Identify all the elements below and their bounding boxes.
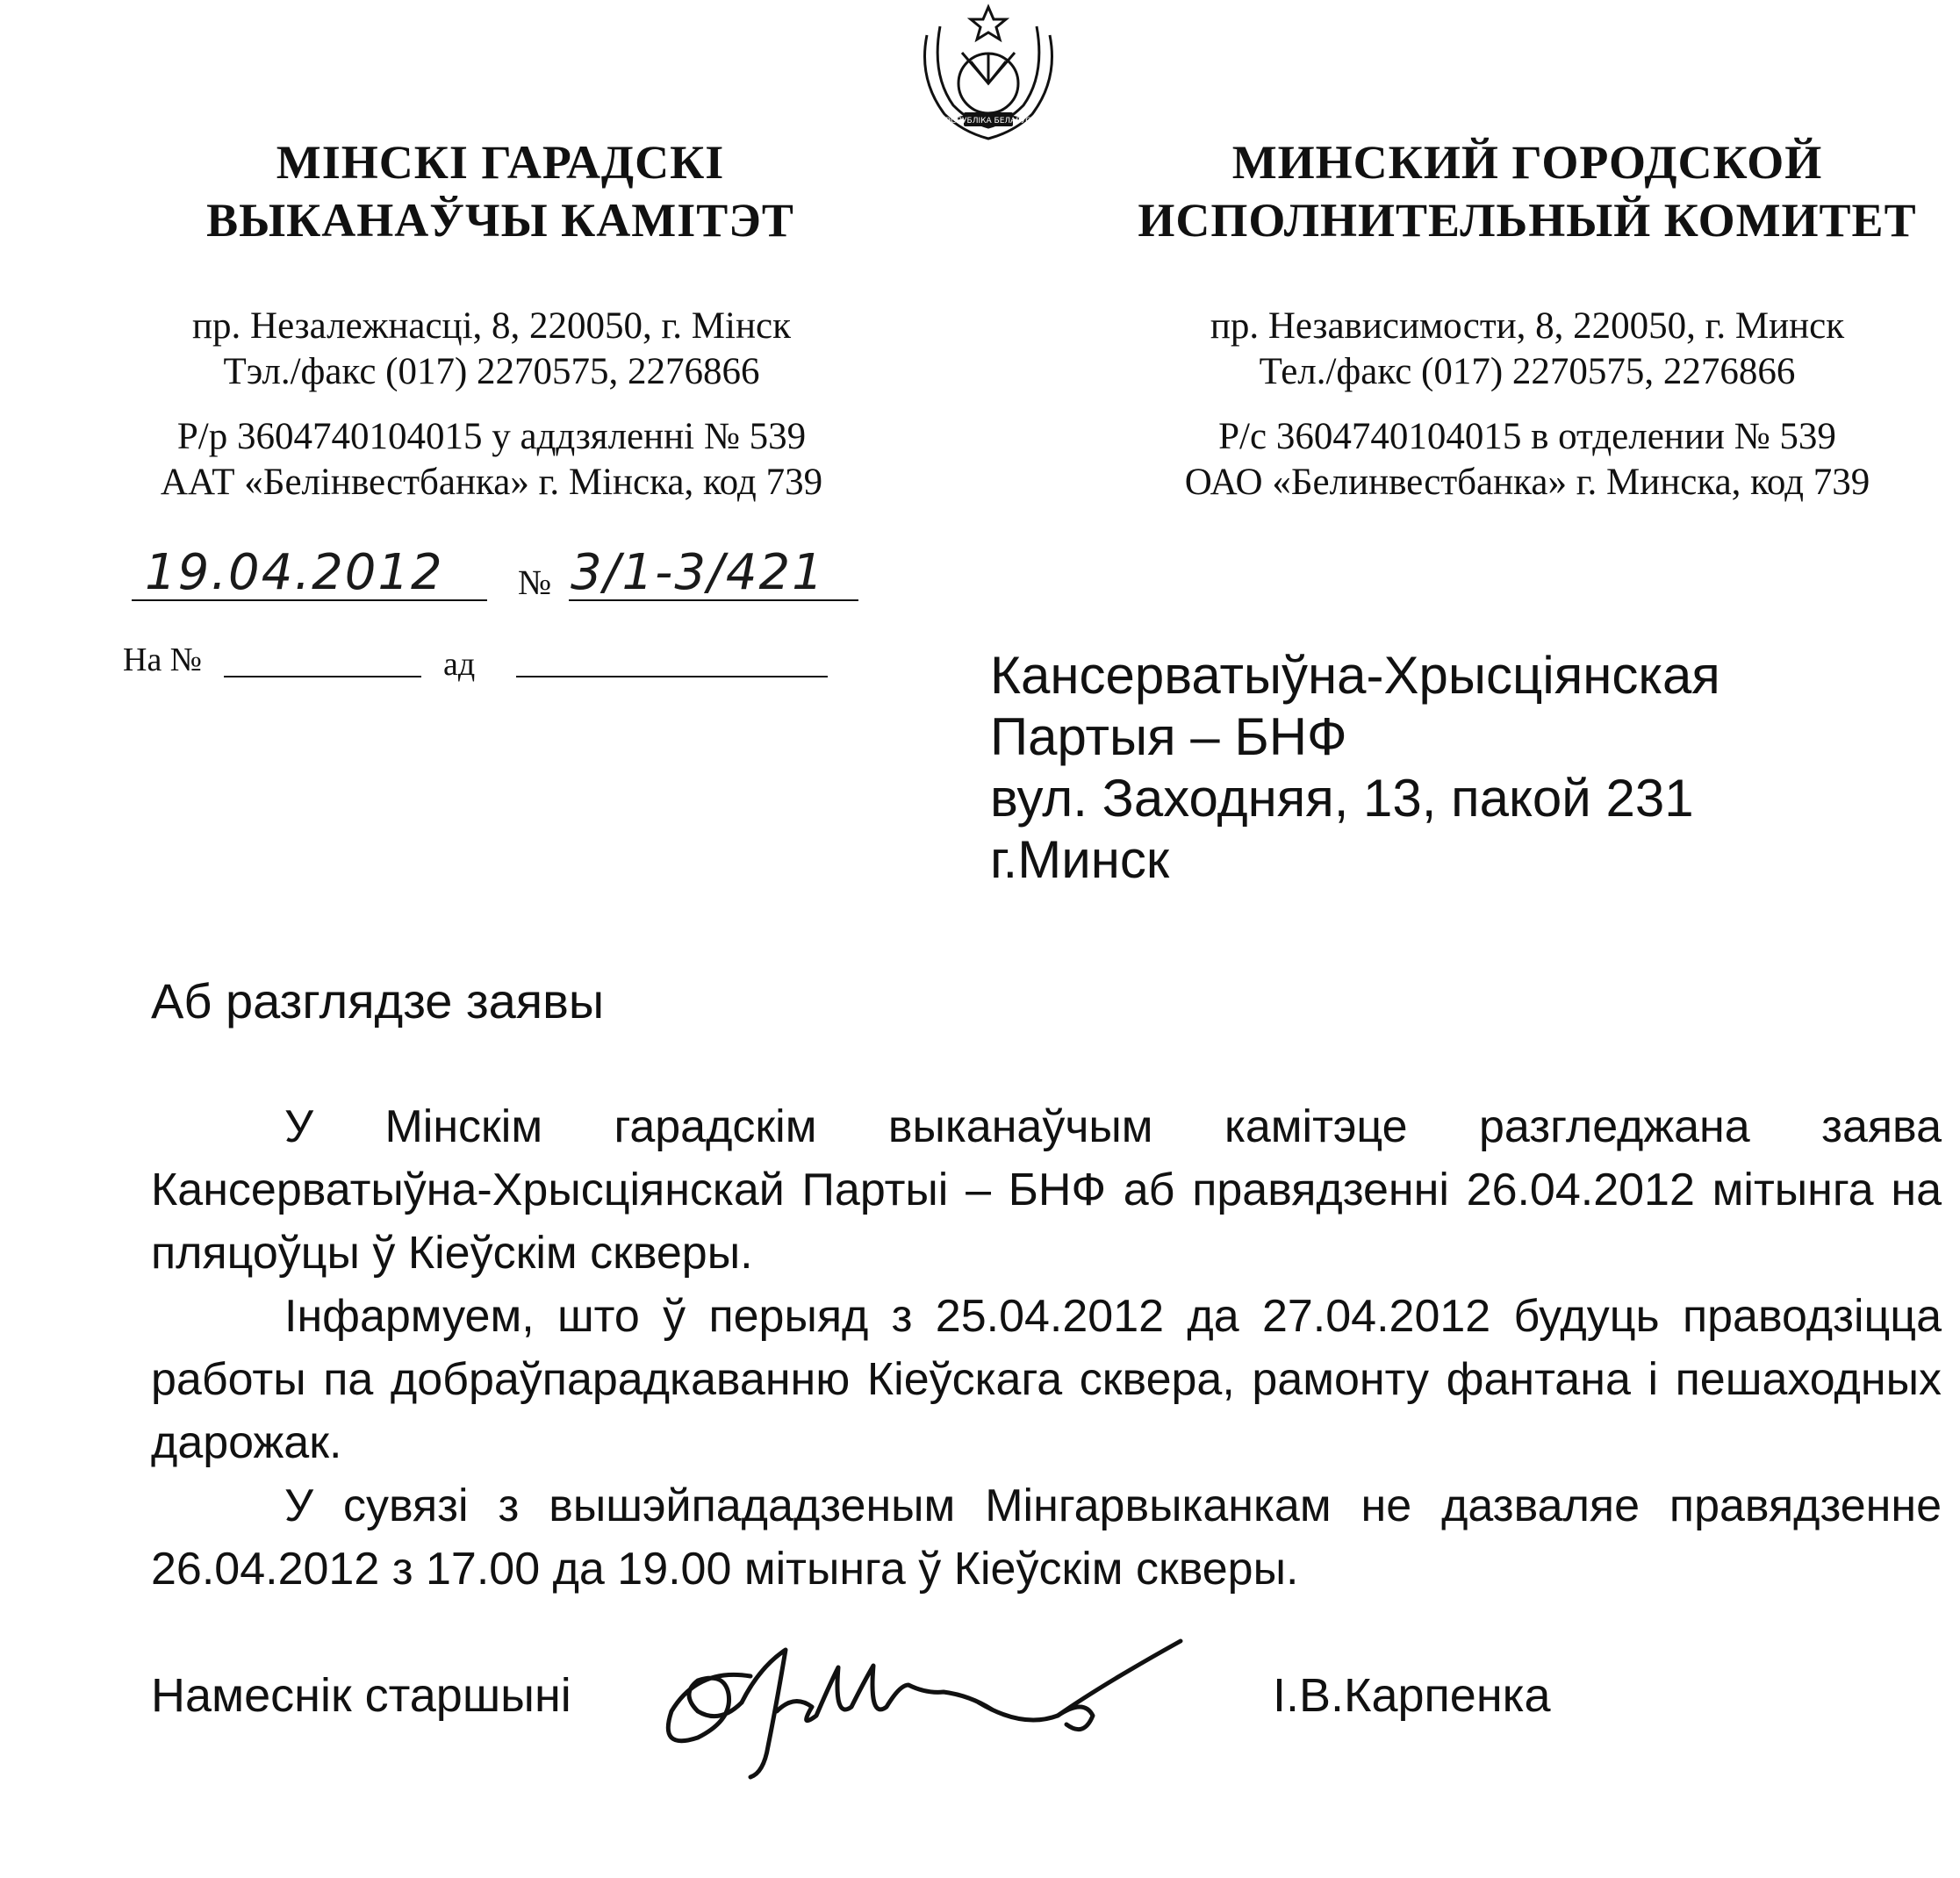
body-paragraph-1: У Мінскім гарадскім выканаўчым камітэце разгледжана заява Кансерватыўна-Хрысціянскай Партыі – БНФ аб правядзенні 26.04.2012 мітынга на пляцоўцы ў Кіеўскім скверы. [151, 1101, 1942, 1279]
left-title-line1: МІНСКІ ГАРАДСКІ [276, 136, 725, 189]
body-paragraph-3: У сувязі з вышэйпададзеным Мінгарвыканкам не дазваляе правядзенне 26.04.2012 з 17.00 да 19.00 мітынга ў Кіеўскім скверы. [151, 1480, 1942, 1595]
number-underline [569, 599, 858, 601]
left-address-line2: Тэл./факс (017) 2270575, 2276866 [223, 351, 760, 392]
subject: Аб разглядзе заявы [151, 973, 605, 1029]
right-address-line2: Тел./факс (017) 2270575, 2276866 [1259, 351, 1796, 392]
right-address-line1: пр. Независимости, 8, 220050, г. Минск [1210, 305, 1845, 347]
right-address-block [1115, 304, 1940, 505]
on-number-underline [224, 676, 421, 677]
recipient-line3: вул. Заходняя, 13, пакой 231 [990, 769, 1694, 828]
right-bank-line1: Р/с 3604740104015 в отделении № 539 [1218, 416, 1836, 457]
belarus-emblem-icon [909, 0, 1067, 145]
left-bank-line1: Р/р 3604740104015 у аддзяленні № 539 [176, 416, 807, 457]
from-underline [516, 676, 828, 677]
svg-text:РЭСПУБЛІКА БЕЛАРУСЬ: РЭСПУБЛІКА БЕЛАРУСЬ [940, 117, 1037, 125]
body-paragraph-2: Інфармуем, што ў перыяд з 25.04.2012 да 27.04.2012 будуць праводзіцца работы па добраўпарадкаванню Кіеўскага сквера, рамонту фантана і пешаходных дарожак. [151, 1291, 1942, 1468]
signatory-name: І.В.Карпенка [1273, 1669, 1551, 1722]
letter-body [151, 1095, 1942, 1601]
recipient-line4: г.Минск [990, 830, 1170, 889]
right-bank-line2: ОАО «Белинвестбанка» г. Минска, код 739 [1184, 462, 1870, 503]
date-underline [132, 599, 487, 601]
on-number-label: На № [123, 642, 203, 678]
from-label: ад [443, 646, 476, 683]
left-bank-line2: ААТ «Белінвестбанка» г. Мінска, код 739 [160, 462, 823, 503]
left-title-line2: ВЫКАНАЎЧЫ КАМІТЭТ [206, 194, 794, 247]
recipient-line2: Партыя – БНФ [990, 707, 1347, 766]
number-label: № [518, 563, 552, 602]
left-address-line1: пр. Незалежнасці, 8, 220050, г. Мінск [192, 305, 791, 347]
left-address-block [97, 304, 887, 505]
handwritten-signature [645, 1632, 1224, 1790]
signatory-position: Намеснік старшыні [151, 1669, 571, 1722]
right-title-line1: МИНСКИЙ ГОРОДСКОЙ [1231, 136, 1823, 189]
recipient-line1: Кансерватыўна-Хрысціянская [990, 646, 1720, 705]
emblem [909, 0, 1067, 145]
recipient-block [990, 645, 1720, 891]
reference-number: 3/1-3/421 [571, 544, 825, 601]
reference-date: 19.04.2012 [145, 544, 444, 601]
right-header-title [1115, 133, 1940, 249]
left-header-title [132, 133, 869, 249]
right-title-line2: ИСПОЛНИТЕЛЬНЫЙ КОМИТЕТ [1138, 194, 1917, 247]
